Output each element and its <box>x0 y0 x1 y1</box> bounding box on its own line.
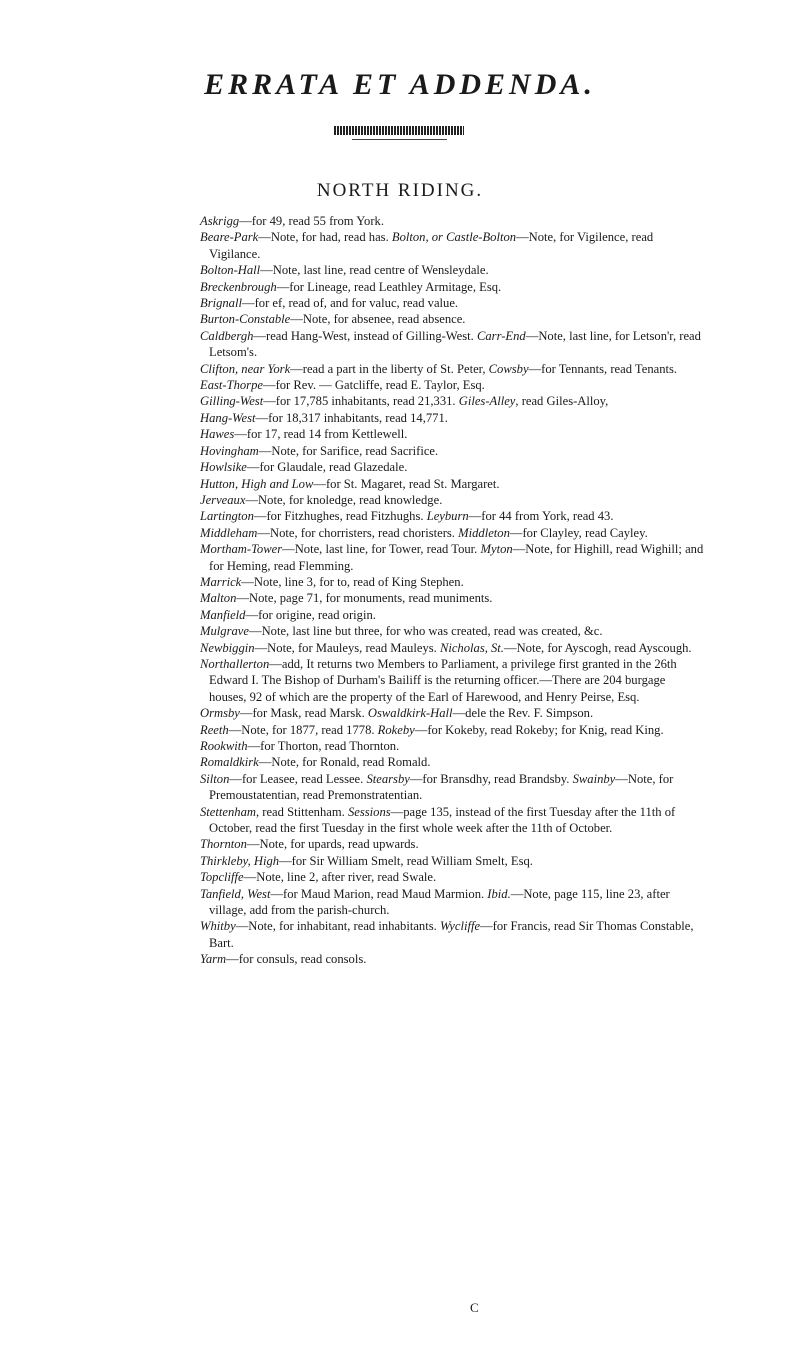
entry-text: —Note, line 2, after river, read Swale. <box>243 870 437 885</box>
entry-text: —for Glaudale, read Glazedale. <box>246 460 408 475</box>
entry-text: —for Lineage, read Leathley Armitage, Esq. <box>276 279 502 294</box>
errata-entry <box>200 541 705 574</box>
errata-list <box>200 213 705 968</box>
entry-text: —Note, last line, read centre of Wensleydale. <box>260 263 489 278</box>
errata-entry <box>200 722 705 738</box>
entry-text: —Note, for chorristers, read choristers. <box>257 525 459 540</box>
entry-text: —for origine, read origin. <box>245 607 376 622</box>
entry-text: —Note, for had, read has. <box>258 230 392 245</box>
entry-heading: Yarm <box>200 952 227 967</box>
entry-heading: Nicholas, St. <box>439 640 504 655</box>
errata-entry <box>200 738 705 754</box>
entry-text: —Note, line 3, for to, read of King Stephen. <box>241 574 464 589</box>
entry-heading: Whitby <box>200 919 236 934</box>
entry-text: —Note, for upards, read upwards. <box>246 837 419 852</box>
entry-heading: East-Thorpe <box>200 378 263 393</box>
entry-heading: Mulgrave <box>200 624 249 639</box>
errata-entry <box>200 508 705 524</box>
entry-text: —for Bransdhy, read Brandsby. <box>409 771 573 786</box>
entry-text: —Note, for Highill, read Wighill; and for Heming, read Flemming. <box>209 542 704 573</box>
entry-heading: Stettenham <box>200 804 256 819</box>
entry-text: —Note, for Premoustatentian, read Premonstratentian. <box>209 771 674 803</box>
entry-text: —for Rev. — Gatcliffe, read E. Taylor, Esq. <box>262 378 485 393</box>
entry-heading: Middleham <box>200 525 258 540</box>
entry-heading: Romaldkirk <box>200 755 259 770</box>
entry-text: —Note, for Vigilence, read Vigilance. <box>209 230 654 261</box>
errata-entry <box>200 804 705 837</box>
entry-text: —for Mask, read Marsk. <box>239 706 368 721</box>
errata-entry <box>200 656 705 705</box>
entry-heading: Beare-Park <box>200 230 259 245</box>
entry-heading: Myton <box>480 542 513 557</box>
errata-entry <box>200 623 705 639</box>
entry-heading: Reeth <box>200 722 229 737</box>
entry-heading: Howlsike <box>200 460 247 475</box>
errata-entry <box>200 393 705 409</box>
entry-heading: Clifton, near York <box>200 361 291 376</box>
signature-mark: C <box>470 1300 479 1315</box>
entry-heading: Burton-Constable <box>200 312 291 327</box>
errata-entry <box>200 426 705 442</box>
entry-heading: Askrigg <box>200 214 240 228</box>
entry-text: —Note, for absenee, read absence. <box>290 312 466 327</box>
entry-heading: Giles-Alley <box>458 394 516 409</box>
entry-text: —for Fitzhughes, read Fitzhughs. <box>253 509 427 524</box>
errata-entry <box>200 377 705 393</box>
entry-text: —for Thorton, read Thornton. <box>247 739 400 753</box>
entry-text: —for Kokeby, read Rokeby; for Knig, read King. <box>414 722 664 737</box>
errata-entry <box>200 771 705 804</box>
section-heading: NORTH RIDING. <box>316 180 484 201</box>
errata-entry <box>200 574 705 590</box>
entry-text: , read Giles-Alloy, <box>515 394 609 409</box>
errata-entry <box>200 213 705 229</box>
errata-entry <box>200 492 705 508</box>
entry-text: —add, It returns two Members to Parliament, a privilege first granted in the 26th Edward I. The Bishop of Durham's Bailiff is the returning officer.—There are 204 burgage houses, 92 of which are the property of the Earl of Harewood, and Henry Peirse, Esq. <box>209 656 677 704</box>
entry-heading: Bolton, or Castle-Bolton <box>391 230 517 245</box>
errata-entry <box>200 951 705 967</box>
entry-text: —Note, page 115, line 23, after village, add from the parish-church. <box>209 886 670 918</box>
page-title: ERRATA ET ADDENDA. <box>204 68 596 101</box>
errata-entry <box>200 361 705 377</box>
entry-text: —for 18,317 inhabitants, read 14,771. <box>255 410 448 425</box>
errata-entry <box>200 295 705 311</box>
entry-text: —dele the Rev. F. Simpson. <box>452 706 594 721</box>
entry-text: —Note, for inhabitant, read inhabitants. <box>235 919 440 934</box>
title-ornament <box>334 126 464 135</box>
entry-heading: Hovingham <box>200 443 259 458</box>
errata-entry <box>200 869 705 885</box>
entry-text: —for consuls, read consols. <box>226 952 367 967</box>
errata-entry <box>200 705 705 721</box>
errata-entry <box>200 918 705 951</box>
entry-heading: Malton <box>200 591 237 606</box>
entry-heading: Silton <box>200 771 230 786</box>
errata-entry <box>200 853 705 869</box>
entry-text: —for ef, read of, and for valuc, read value. <box>241 296 459 311</box>
entry-heading: Thornton <box>200 837 247 852</box>
entry-heading: Lartington <box>200 509 254 524</box>
errata-entry <box>200 229 705 262</box>
entry-text: —for St. Magaret, read St. Margaret. <box>313 476 500 491</box>
entry-text: —for Sir William Smelt, read William Smelt, Esq. <box>279 853 533 868</box>
entry-heading: Wycliffe <box>439 919 481 934</box>
errata-entry <box>200 279 705 295</box>
entry-text: —for 44 from York, read 43. <box>468 509 614 524</box>
entry-text: —for Clayley, read Cayley. <box>509 525 648 540</box>
entry-heading: Stearsby <box>366 771 410 786</box>
divider <box>352 139 447 140</box>
entry-heading: Gilling-West <box>200 394 264 409</box>
entry-text: —Note, for 1877, read 1778. <box>228 722 378 737</box>
entry-heading: Marrick <box>200 574 242 589</box>
errata-entry <box>200 886 705 919</box>
entry-heading: Topcliffe <box>200 870 244 885</box>
errata-entry <box>200 525 705 541</box>
entry-text: —page 135, instead of the first Tuesday after the 11th of October, read the first Tuesday in the first whole week after the 11th of October. <box>209 804 676 836</box>
errata-entry <box>200 328 705 361</box>
errata-entry <box>200 410 705 426</box>
entry-heading: Hutton, High and Low <box>200 476 314 491</box>
entry-heading: Ormsby <box>200 706 240 721</box>
entry-text: —Note, for Mauleys, read Mauleys. <box>254 640 440 655</box>
entry-heading: Caldbergh <box>200 328 254 343</box>
errata-entry <box>200 476 705 492</box>
entry-text: —Note, for Sarifice, read Sacrifice. <box>258 443 439 458</box>
entry-text: —for 49, read 55 from York. <box>239 214 384 228</box>
entry-text: —for Francis, read Sir Thomas Constable, Bart. <box>209 919 694 950</box>
entry-heading: Newbiggin <box>200 640 255 655</box>
entry-heading: Cowsby <box>488 361 529 376</box>
entry-heading: Hawes <box>200 427 235 442</box>
entry-heading: Thirkleby, High <box>200 853 280 868</box>
entry-heading: Rokeby <box>377 722 415 737</box>
entry-heading: Middleton <box>458 525 510 540</box>
errata-entry <box>200 590 705 606</box>
errata-entry <box>200 311 705 327</box>
entry-text: —Note, last line, for Letson'r, read Letsom's. <box>209 328 701 360</box>
entry-heading: Sessions <box>347 804 391 819</box>
entry-text: —for Tennants, read Tenants. <box>528 361 678 376</box>
entry-text: —Note, for Ayscogh, read Ayscough. <box>503 640 692 655</box>
entry-heading: Breckenbrough <box>200 279 277 294</box>
errata-entry <box>200 262 705 278</box>
errata-entry <box>200 459 705 475</box>
entry-heading: Carr-End <box>476 328 526 343</box>
entry-text: —for Maud Marion, read Maud Marmion. <box>270 886 488 901</box>
errata-entry <box>200 836 705 852</box>
errata-entry <box>200 640 705 656</box>
entry-heading: Manfield <box>200 607 246 622</box>
entry-text: —Note, for knoledge, read knowledge. <box>245 492 443 507</box>
entry-heading: Ibid. <box>487 886 511 901</box>
errata-entry <box>200 443 705 459</box>
entry-heading: Bolton-Hall <box>200 263 261 278</box>
entry-heading: Leyburn <box>426 509 469 524</box>
entry-text: —Note, last line but three, for who was created, read was created, &c. <box>248 624 603 639</box>
entry-text: —for 17, read 14 from Kettlewell. <box>234 427 408 442</box>
entry-heading: Jerveaux <box>200 492 246 507</box>
entry-heading: Swainby <box>572 771 616 786</box>
entry-text: —Note, for Ronald, read Romald. <box>258 755 431 770</box>
entry-text: —read Hang-West, instead of Gilling-West. <box>253 328 477 343</box>
errata-entry <box>200 754 705 770</box>
entry-heading: Hang-West <box>200 410 256 425</box>
entry-heading: Rookwith <box>200 739 248 753</box>
entry-text: —Note, last line, for Tower, read Tour. <box>282 542 481 557</box>
entry-heading: Tanfield, West <box>200 886 271 901</box>
entry-heading: Brignall <box>200 296 242 311</box>
entry-text: —Note, page 71, for monuments, read muniments. <box>236 591 493 606</box>
entry-heading: Mortham-Tower <box>200 542 283 557</box>
entry-text: —for 17,785 inhabitants, read 21,331. <box>263 394 459 409</box>
entry-heading: Northallerton <box>200 656 270 671</box>
entry-text: , read Stittenham. <box>255 804 348 819</box>
entry-heading: Oswaldkirk-Hall <box>367 706 453 721</box>
errata-entry <box>200 607 705 623</box>
entry-text: —for Leasee, read Lessee. <box>229 771 367 786</box>
entry-text: —read a part in the liberty of St. Peter, <box>290 361 489 376</box>
